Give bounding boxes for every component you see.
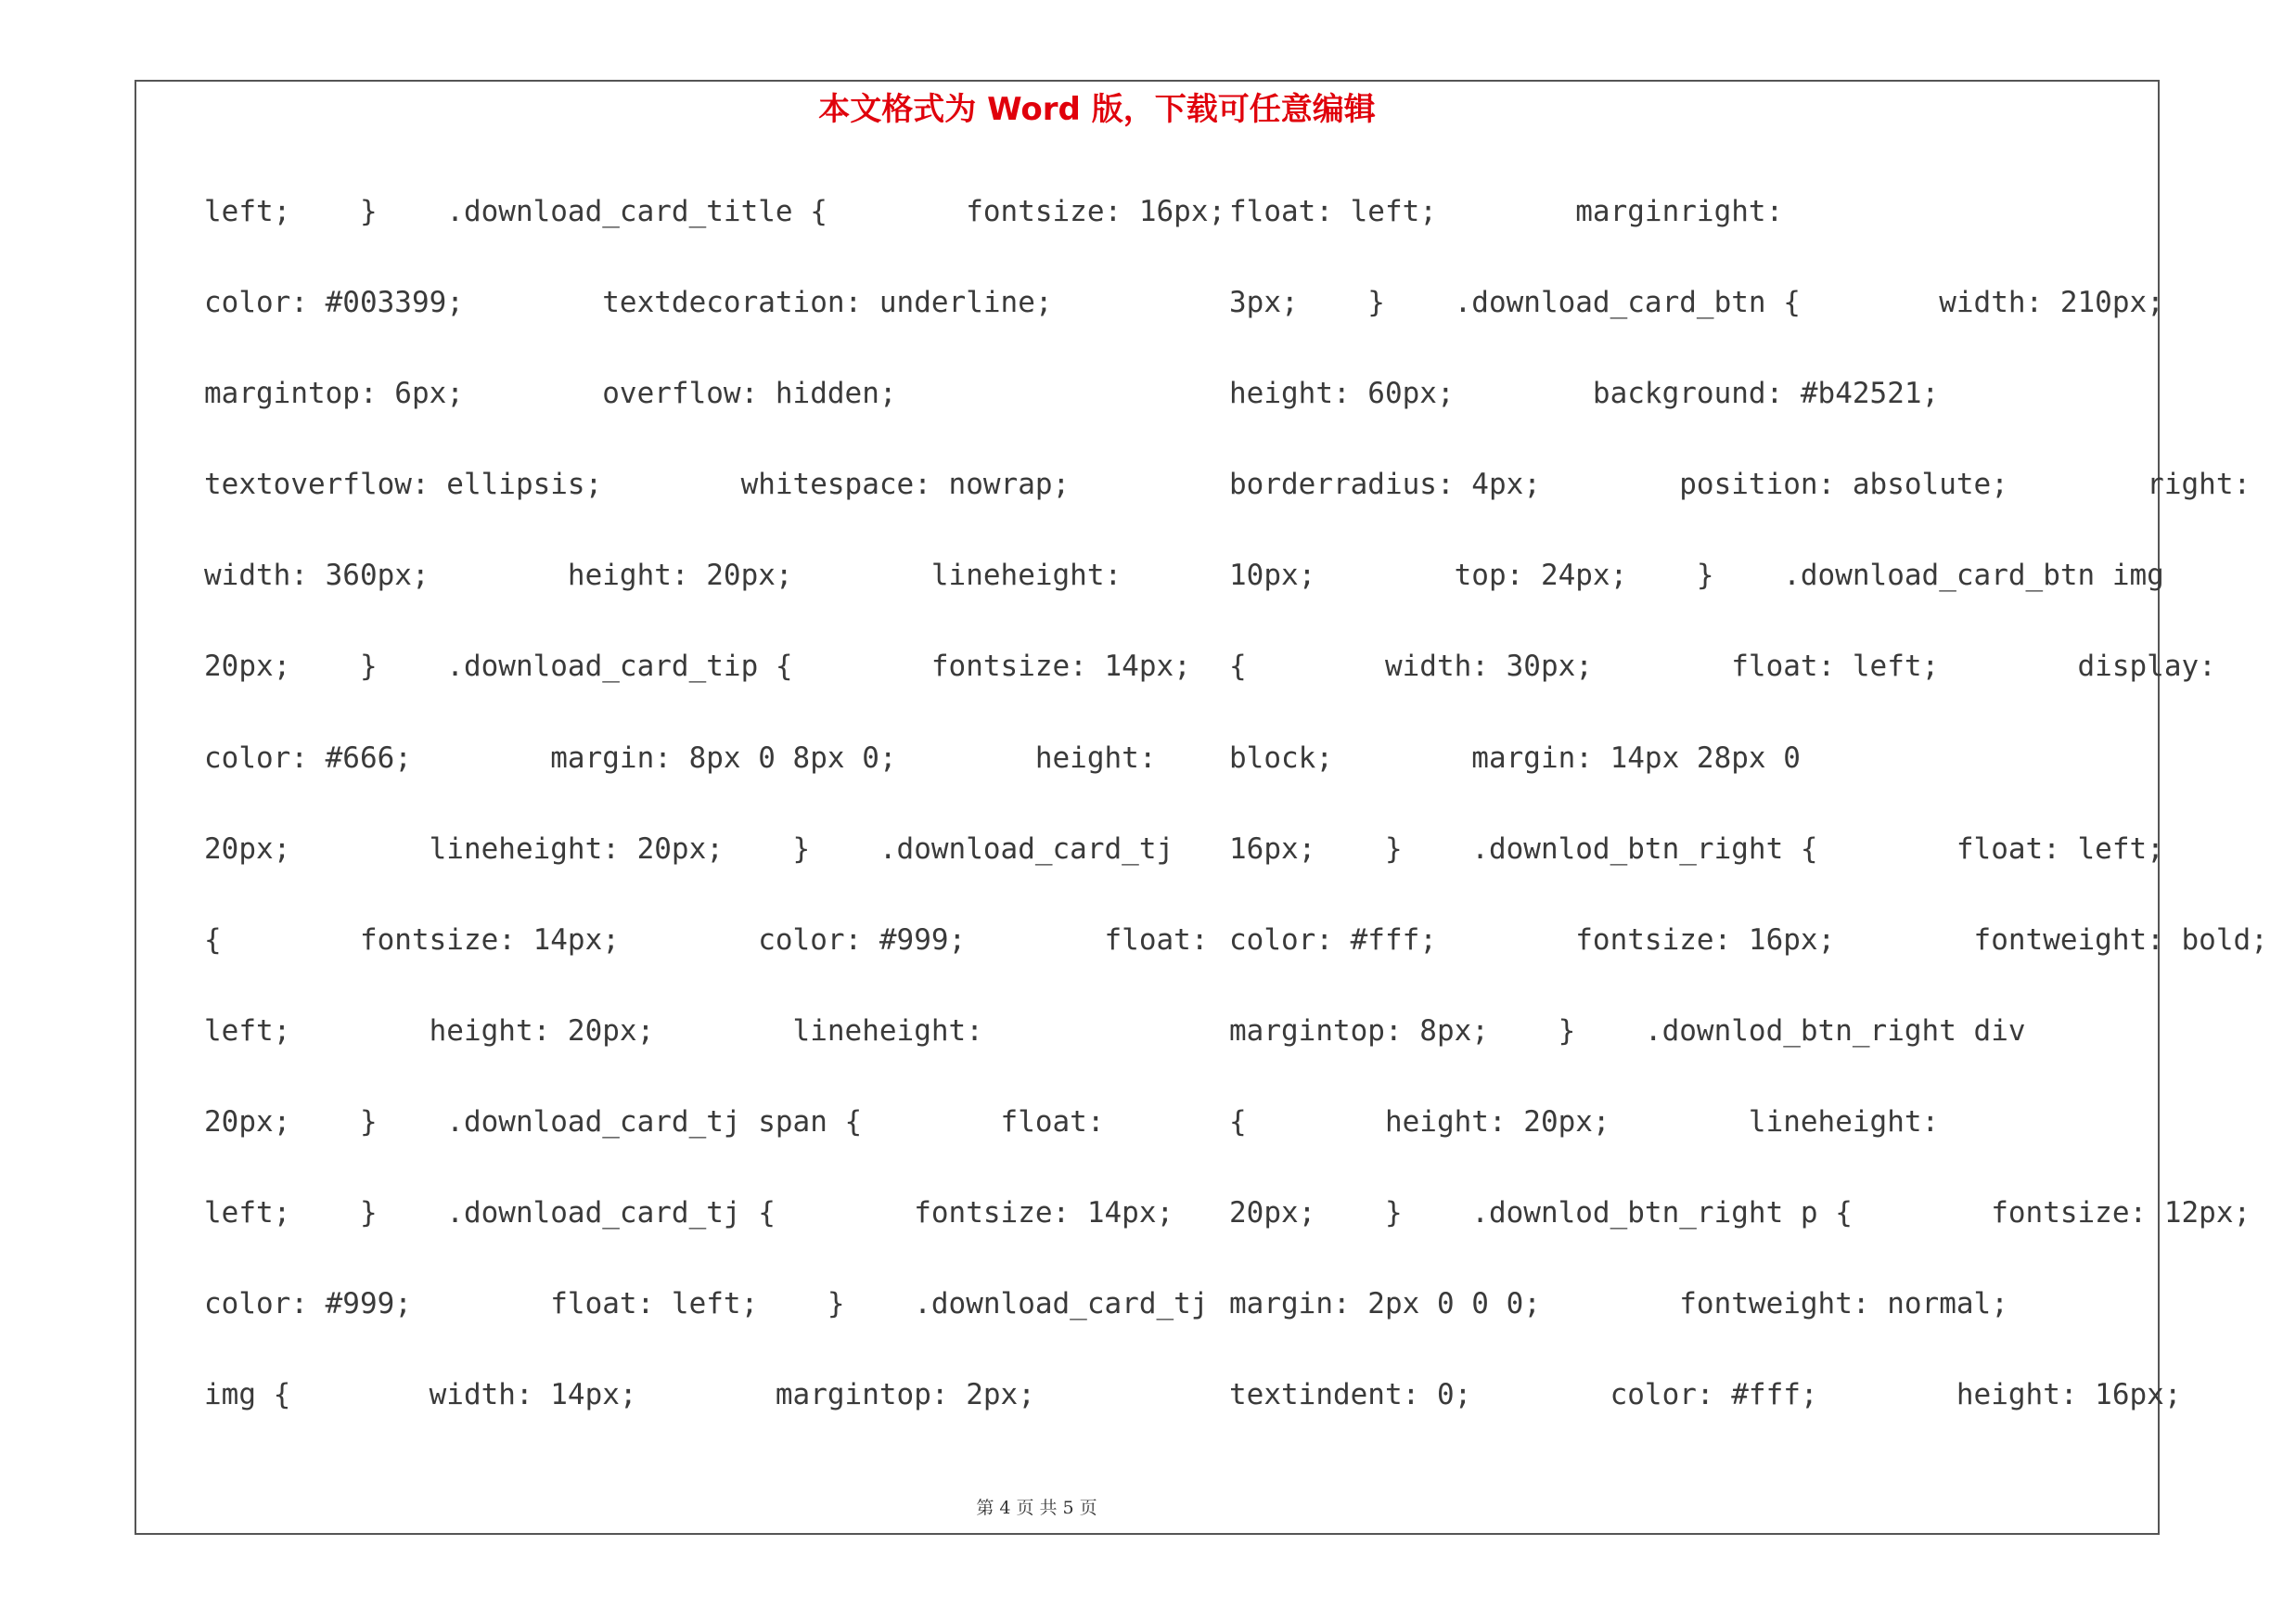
text-line: color: #666; margin: 8px 0 8px 0; height: [204,741,1157,775]
text-line: { fontsize: 14px; color: #999; float: [204,922,1209,957]
text-line: width: 360px; height: 20px; lineheight: [204,559,1122,593]
text-line: textindent: 0; color: #fff; height: 16px; [1229,1378,2182,1412]
text-line: borderradius: 4px; position: absolute; right: [1229,468,2251,502]
text-line: 16px; } .downlod_btn_right { float: left; [1229,831,2164,866]
right-text-column [1229,187,2268,1462]
text-line: 20px; } .download_card_tj span { float: [204,1104,1105,1139]
word-format-banner: 本文格式为 Word 版，下载可任意编辑 [818,91,1376,128]
text-line: 20px; } .download_card_tip { fontsize: 14px; [204,650,1191,684]
text-line: { width: 30px; float: left; display: [1229,650,2216,684]
text-line: margin: 2px 0 0 0; fontweight: normal; [1229,1287,2008,1321]
text-line: color: #003399; textdecoration: underline; [204,286,1053,320]
text-line: color: #fff; fontsize: 16px; fontweight: bold; [1229,922,2268,957]
text-line: left; } .download_card_title { fontsize: 16px; [204,195,1226,228]
text-line: block; margin: 14px 28px 0 [1229,741,1801,775]
text-line: { height: 20px; lineheight: [1229,1104,1940,1139]
text-line: textoverflow: ellipsis; whitespace: nowrap; [204,468,1071,502]
text-line: float: left; marginright: [1229,195,1784,228]
text-line: 20px; lineheight: 20px; } .download_card_tj [204,831,1174,866]
text-line: 10px; top: 24px; } .download_card_btn img [1229,559,2164,593]
text-line: height: 60px; background: #b42521; [1229,377,1940,411]
page-number-footer: 第 4 页 共 5 页 [976,1498,1097,1518]
text-line: 3px; } .download_card_btn { width: 210px; [1229,286,2164,320]
text-line: left; } .download_card_tj { fontsize: 14px; [204,1196,1174,1230]
text-line: margintop: 6px; overflow: hidden; [204,377,897,411]
left-text-column [204,187,1226,1462]
text-line: 20px; } .downlod_btn_right p { fontsize: 12px; [1229,1196,2251,1230]
text-line: img { width: 14px; margintop: 2px; [204,1378,1035,1412]
text-line: margintop: 8px; } .downlod_btn_right div [1229,1013,2026,1048]
text-line: left; height: 20px; lineheight: [204,1013,983,1048]
text-line: color: #999; float: left; } .download_card_tj [204,1287,1209,1321]
